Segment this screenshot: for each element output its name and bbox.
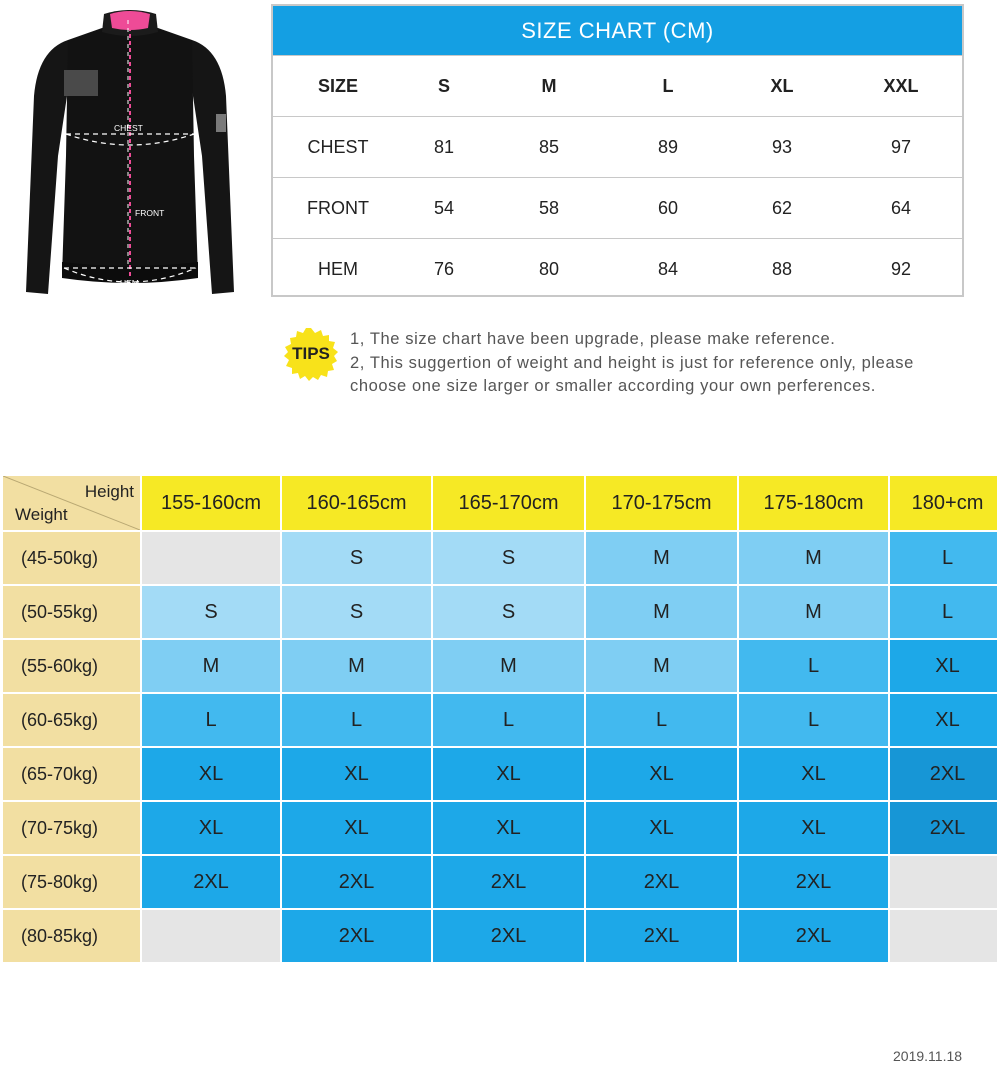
chest-measure-label: CHEST (114, 123, 143, 133)
size-cell: L (739, 640, 888, 692)
table-cell: 97 (890, 136, 912, 157)
size-chart-title: SIZE CHART (CM) (273, 6, 962, 55)
tip-line: choose one size larger or smaller according your own perferences. (350, 377, 876, 395)
header-cell: S (437, 75, 450, 96)
height-header: 155-160cm (142, 476, 280, 530)
size-cell (890, 856, 997, 908)
table-cell: 85 (538, 136, 560, 157)
header-cell: M (541, 75, 557, 96)
size-cell: M (739, 532, 888, 584)
size-cell: XL (586, 748, 737, 800)
weight-label: (70-75kg) (3, 802, 140, 854)
size-cell: M (586, 586, 737, 638)
size-cell: XL (890, 640, 997, 692)
size-chart-row-hem (273, 238, 962, 299)
size-cell: M (142, 640, 280, 692)
size-cell: XL (586, 802, 737, 854)
size-cell: 2XL (282, 856, 431, 908)
size-cell: 2XL (433, 856, 584, 908)
size-chart-row-front (273, 177, 962, 238)
table-cell: 88 (771, 258, 793, 279)
header-cell: XL (770, 75, 794, 96)
size-cell: XL (890, 694, 997, 746)
size-cell: 2XL (890, 748, 997, 800)
table-cell: 58 (538, 197, 560, 218)
size-cell: L (142, 694, 280, 746)
height-weight-chart (3, 476, 997, 962)
size-cell (142, 910, 280, 962)
jacket-drawing (24, 6, 236, 298)
size-cell: L (586, 694, 737, 746)
weight-label: (55-60kg) (3, 640, 140, 692)
table-cell: 84 (657, 258, 679, 279)
size-cell: 2XL (739, 910, 888, 962)
size-cell: M (586, 532, 737, 584)
table-cell: 89 (657, 136, 679, 157)
size-cell: M (282, 640, 431, 692)
size-cell: L (433, 694, 584, 746)
size-cell: XL (282, 748, 431, 800)
size-cell: 2XL (433, 910, 584, 962)
height-header: 180+cm (890, 476, 997, 530)
front-measure-label: FRONT (135, 208, 165, 218)
table-cell: 62 (771, 197, 793, 218)
corner-cell (3, 476, 140, 530)
size-chart-header-row (273, 55, 962, 116)
header-cell: L (662, 75, 674, 96)
size-cell (142, 532, 280, 584)
size-cell (890, 910, 997, 962)
tip-line: 2, This suggertion of weight and height is just for reference only, please (350, 353, 914, 372)
size-cell: XL (142, 802, 280, 854)
hem-measure-label: HEM (120, 278, 139, 288)
tip-line: 1, The size chart have been upgrade, please make reference. (350, 330, 836, 348)
size-cell: XL (739, 802, 888, 854)
weight-label: (45-50kg) (3, 532, 140, 584)
size-cell: 2XL (282, 910, 431, 962)
size-cell: S (282, 532, 431, 584)
row-label: HEM (318, 258, 358, 279)
table-cell: 93 (771, 136, 793, 157)
weight-label: (65-70kg) (3, 748, 140, 800)
size-cell: 2XL (586, 910, 737, 962)
size-cell: 2XL (586, 856, 737, 908)
table-cell: 76 (433, 258, 455, 279)
height-axis-label: Height (84, 482, 134, 501)
tips-badge (284, 327, 338, 381)
size-cell: L (890, 586, 997, 638)
size-cell: M (739, 586, 888, 638)
header-cell: SIZE (317, 75, 358, 96)
size-cell: L (739, 694, 888, 746)
table-cell: 80 (538, 258, 560, 279)
table-cell: 81 (433, 136, 455, 157)
height-header: 165-170cm (433, 476, 584, 530)
weight-label: (80-85kg) (3, 910, 140, 962)
tips-badge-label: TIPS (292, 344, 330, 363)
tips-text (350, 328, 970, 399)
table-cell: 54 (433, 197, 455, 218)
size-cell: L (890, 532, 997, 584)
date-stamp: 2019.11.18 (893, 1048, 963, 1064)
height-header: 175-180cm (739, 476, 888, 530)
table-cell: 64 (890, 197, 912, 218)
size-cell: M (586, 640, 737, 692)
header-cell: XXL (883, 75, 919, 96)
size-chart-table (271, 4, 964, 297)
size-cell: S (142, 586, 280, 638)
size-cell: XL (142, 748, 280, 800)
size-cell: XL (282, 802, 431, 854)
size-cell: S (433, 532, 584, 584)
row-label: CHEST (307, 136, 369, 157)
size-cell: L (282, 694, 431, 746)
weight-label: (60-65kg) (3, 694, 140, 746)
size-cell: XL (433, 802, 584, 854)
weight-label: (75-80kg) (3, 856, 140, 908)
size-cell: S (433, 586, 584, 638)
size-cell: 2XL (739, 856, 888, 908)
table-cell: 60 (657, 197, 679, 218)
size-chart-row-chest (273, 116, 962, 177)
row-label: FRONT (307, 197, 369, 218)
weight-label: (50-55kg) (3, 586, 140, 638)
height-header: 160-165cm (282, 476, 431, 530)
size-cell: S (282, 586, 431, 638)
table-cell: 92 (890, 258, 912, 279)
size-cell: XL (739, 748, 888, 800)
size-cell: 2XL (142, 856, 280, 908)
height-header: 170-175cm (586, 476, 737, 530)
size-cell: 2XL (890, 802, 997, 854)
weight-axis-label: Weight (15, 505, 68, 524)
jacket-illustration (24, 6, 236, 298)
size-cell: M (433, 640, 584, 692)
size-cell: XL (433, 748, 584, 800)
